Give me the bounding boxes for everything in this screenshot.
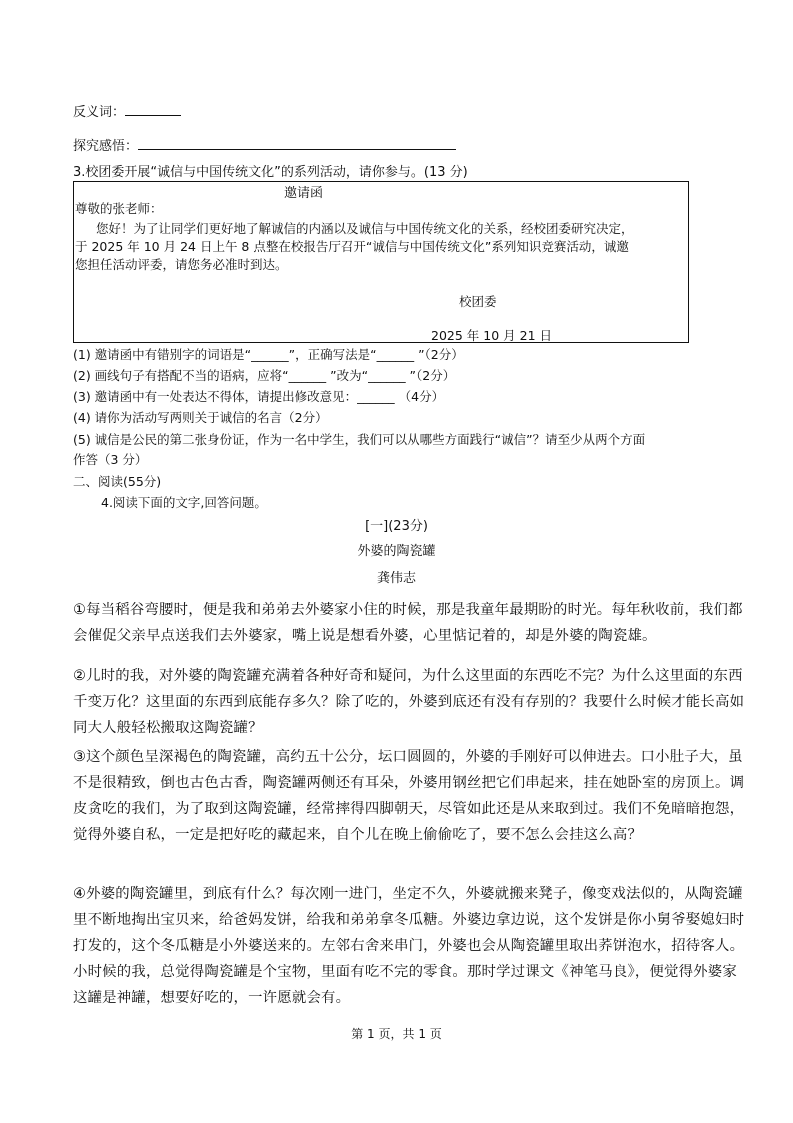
paragraph-line: 不是很精致，倒也古色古香，陶瓷罐两侧还有耳朵，外婆用钢丝把它们串起来，挂在她卧室的房顶上。调: [73, 775, 745, 791]
paragraph-line: 打发的，这个冬瓜糖是小外婆送来的。左邻右舍来串门，外婆也会从陶瓷罐里取出荞饼泡水，招待客人。: [73, 938, 745, 954]
invitation-box: [73, 181, 689, 343]
subquestion-5: (5) 诚信是公民的第二张身份证，作为一名中学生，我们可以从哪些方面践行“诚信”？请至少从两个方面: [73, 432, 646, 447]
paragraph-line: 会催促父亲早点送我们去外婆家，嘴上说是想看外婆，心里惦记着的，却是外婆的陶瓷雄。: [73, 628, 657, 644]
question-3-title: 3.校团委开展“诚信与中国传统文化”的系列活动，请你参与。(13 分): [73, 165, 468, 180]
invitation-salutation: 尊敬的张老师：: [75, 201, 163, 216]
subquestion-2: (2) 画线句子有搭配不当的语病，应将“______ ”改为“______ ”（2分）: [73, 368, 456, 383]
passage-paragraph-3: [73, 744, 745, 848]
passage-paragraph-1: [73, 597, 743, 649]
reflection-label: 探究感悟：: [73, 139, 139, 154]
paragraph-line: 同大人般轻松搬取这陶瓷罐？: [73, 720, 263, 736]
invitation-signature: 校团委: [459, 294, 497, 309]
antonym-blank[interactable]: [125, 103, 181, 116]
subquestion-4: (4) 请你为活动写两则关于诚信的名言（2分）: [73, 410, 328, 425]
invitation-heading: 邀请函: [284, 186, 324, 201]
passage-part: [一](23分): [365, 519, 428, 534]
invitation-body-line: 您好！为了让同学们更好地了解诚信的内涵以及诚信与中国传统文化的关系，经校团委研究决定，: [96, 221, 634, 236]
question-4-title: 4.阅读下面的文字,回答问题。: [101, 495, 267, 510]
paragraph-line: ①每当稻谷弯腰时，便是我和弟弟去外婆家小住的时候，那是我童年最期盼的时光。每年秋收前，我们都: [73, 602, 743, 618]
invitation-date: 2025 年 10 月 21 日: [431, 328, 552, 343]
passage-title: 外婆的陶瓷罐: [357, 544, 436, 559]
subquestion-3: (3) 邀请函中有一处表达不得体，请提出修改意见：______ （4分）: [73, 389, 445, 404]
paragraph-line: 皮贪吃的我们，为了取到这陶瓷罐，经常摔得四脚朝天，尽管如此还是从来取到过。我们不免暗暗抱怨，: [73, 801, 745, 817]
paragraph-line: ②儿时的我，对外婆的陶瓷罐充满着各种好奇和疑问，为什么这里面的东西吃不完？为什么这里面的东西: [73, 668, 743, 684]
reflection-blank[interactable]: [138, 137, 456, 150]
subquestion-5-cont: 作答（3 分）: [73, 452, 148, 467]
paragraph-line: 小时候的我，总觉得陶瓷罐是个宝物，里面有吃不完的零食。那时学过课文《神笔马良》，便觉得外婆家: [73, 964, 737, 980]
section-2-title: 二、阅读(55分): [73, 474, 162, 489]
paragraph-line: ④外婆的陶瓷罐里，到底有什么？每次刚一进门，坐定不久，外婆就搬来凳子，像变戏法似的，从陶瓷罐: [73, 886, 743, 902]
passage-author: 龚伟志: [376, 571, 416, 586]
paragraph-line: ③这个颜色呈深褐色的陶瓷罐，高约五十公分，坛口圆圆的，外婆的手刚好可以伸进去。口小肚子大，虽: [73, 749, 743, 765]
paragraph-line: 觉得外婆自私，一定是把好吃的藏起来，自个儿在晚上偷偷吃了，要不怎么会挂这么高？: [73, 827, 643, 843]
paragraph-line: 这罐是神罐，想要好吃的，一许愿就会有。: [73, 990, 351, 1006]
page-footer: 第 1 页，共 1 页: [351, 1027, 442, 1041]
reflection-line: [73, 135, 456, 154]
antonym-label: 反义词：: [73, 105, 126, 120]
paragraph-line: 千变万化？这里面的东西到底能存多久？除了吃的，外婆到底还有没有存别的？我要什么时候才能长高如: [73, 694, 745, 710]
invitation-body-line: 您担任活动评委，请您务必准时到达。: [75, 257, 288, 272]
antonym-line: [73, 101, 181, 120]
passage-paragraph-4: [73, 881, 745, 1011]
paragraph-line: 里不断地掏出宝贝来，给爸妈发饼，给我和弟弟拿冬瓜糖。外婆边拿边说，这个发饼是你小舅爷娶媳妇时: [73, 912, 745, 928]
subquestion-1: (1) 邀请函中有错别字的词语是“______”，正确写法是“______ ”（2分）: [73, 347, 464, 362]
invitation-body-line: 于 2025 年 10 月 24 日上午 8 点整在校报告厅召开“诚信与中国传统文化”系列知识竞赛活动，诚邀: [75, 239, 629, 254]
passage-paragraph-2: [73, 663, 745, 741]
